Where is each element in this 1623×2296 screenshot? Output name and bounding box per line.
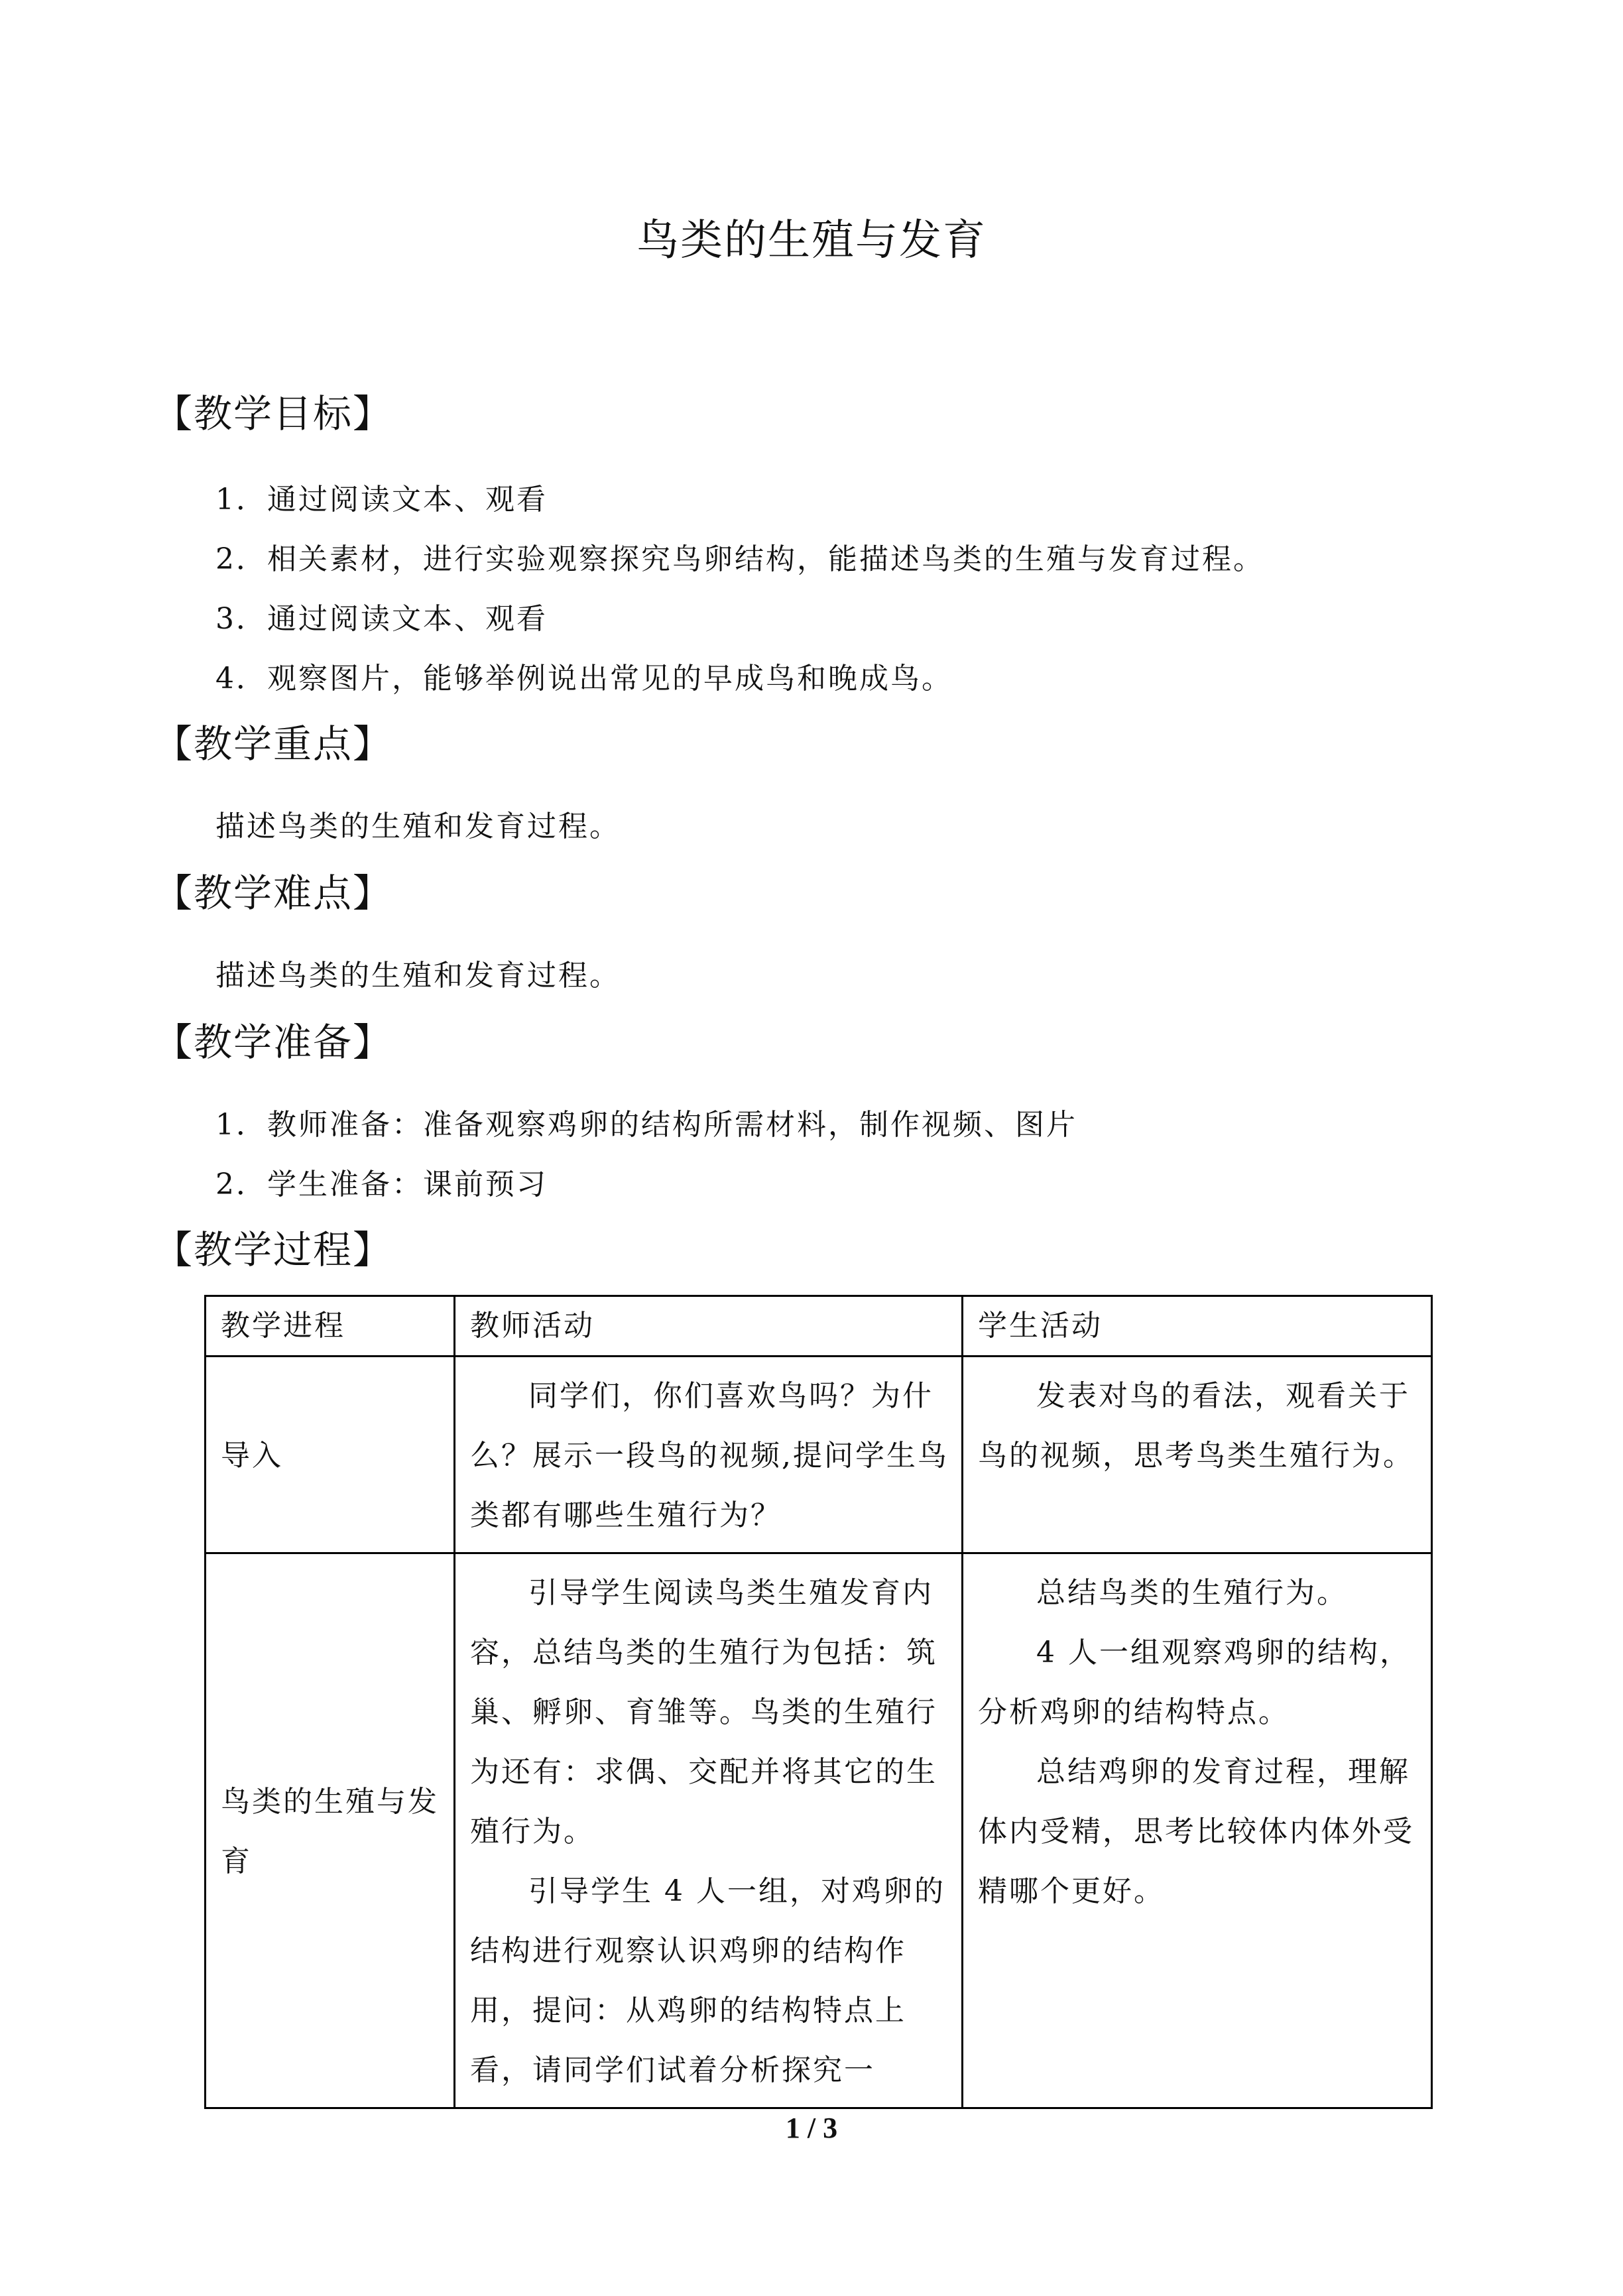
table-header-row	[206, 1296, 1432, 1357]
header-student: 学生活动	[963, 1296, 1432, 1357]
page-number: 1 / 3	[785, 2112, 838, 2144]
heading-difficulties: 【教学难点】	[154, 871, 393, 916]
objective-item-3: 3．通过阅读文本、观看	[215, 602, 548, 636]
heading-preparation: 【教学准备】	[154, 1020, 393, 1065]
student-paragraph: 总结鸟类的生殖行为。	[1036, 1576, 1348, 1610]
table-row	[206, 1357, 1432, 1553]
heading-process: 【教学过程】	[154, 1227, 393, 1272]
teacher-paragraph: 引导学生阅读鸟类生殖发育内容，总结鸟类的生殖行为包括：筑巢、孵卵、育雏等。鸟类的生殖行为还有：求偶、交配并将其它的生殖行为。	[470, 1576, 937, 1848]
preparation-item-1: 1．教师准备：准备观察鸡卵的结构所需材料，制作视频、图片	[215, 1108, 1077, 1142]
objective-item-2: 2．相关素材，进行实验观察探究鸟卵结构，能描述鸟类的生殖与发育过程。	[215, 542, 1264, 576]
objective-item-4: 4．观察图片，能够举例说出常见的早成鸟和晚成鸟。	[215, 662, 953, 695]
teacher-activity-cell	[455, 1553, 963, 2108]
teacher-paragraph: 引导学生 4 人一组，对鸡卵的结构进行观察认识鸡卵的结构作用，提问：从鸡卵的结构特点上看，请同学们试着分析探究一	[470, 1874, 945, 2087]
difficulties-text: 描述鸟类的生殖和发育过程。	[215, 959, 621, 993]
student-paragraph: 总结鸡卵的发育过程，理解体内受精，思考比较体内体外受精哪个更好。	[978, 1755, 1414, 1908]
student-activity-cell	[963, 1357, 1432, 1553]
header-stage: 教学进程	[206, 1296, 455, 1357]
student-paragraph: 发表对鸟的看法，观看关于鸟的视频，思考鸟类生殖行为。	[978, 1379, 1414, 1473]
table-row	[206, 1553, 1432, 2108]
page-title: 鸟类的生殖与发育	[636, 216, 987, 265]
heading-key-points: 【教学重点】	[154, 721, 393, 766]
student-paragraph: 4 人一组观察鸡卵的结构，分析鸡卵的结构特点。	[978, 1636, 1411, 1729]
preparation-item-2: 2．学生准备：课前预习	[215, 1168, 548, 1201]
teacher-paragraph: 同学们，你们喜欢鸟吗？为什么？展示一段鸟的视频,提问学生鸟类都有哪些生殖行为？	[470, 1379, 949, 1532]
header-teacher: 教师活动	[455, 1296, 963, 1357]
objective-item-1: 1．通过阅读文本、观看	[215, 483, 548, 516]
teacher-activity-cell	[455, 1357, 963, 1553]
heading-objectives: 【教学目标】	[154, 391, 393, 436]
student-activity-cell	[963, 1553, 1432, 2108]
key-points-text: 描述鸟类的生殖和发育过程。	[215, 810, 621, 843]
process-table	[204, 1295, 1433, 2109]
stage-cell: 导入	[206, 1357, 455, 1553]
stage-cell: 鸟类的生殖与发育	[206, 1553, 455, 2108]
